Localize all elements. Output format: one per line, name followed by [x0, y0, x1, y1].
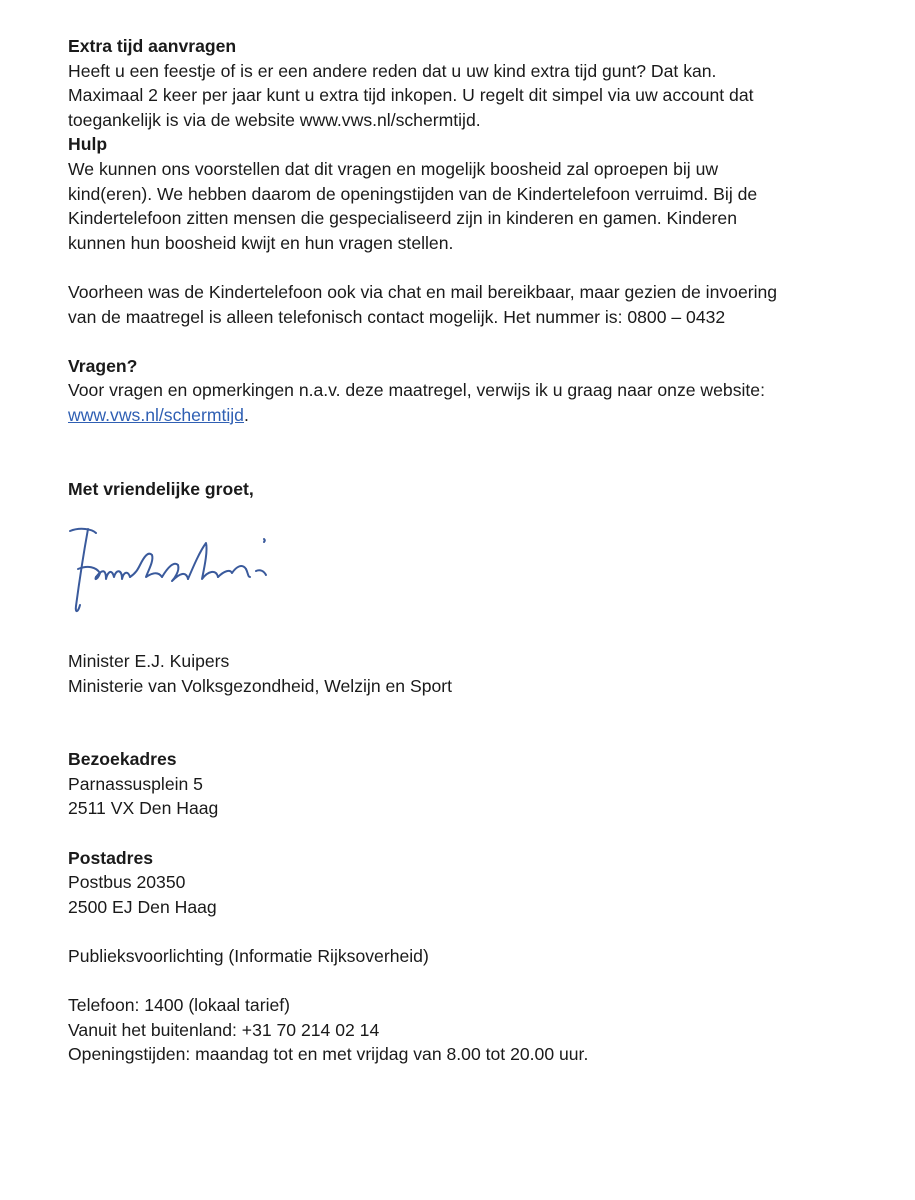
paragraph-line: kunnen hun boosheid kwijt en hun vragen stellen.	[68, 232, 454, 253]
signer-block	[68, 649, 868, 698]
link-suffix: .	[243, 404, 249, 425]
contact-buitenland: Vanuit het buitenland: +31 70 214 02 14	[68, 1019, 380, 1040]
section-extra-tijd	[68, 34, 868, 132]
paragraph-line: Voor vragen en opmerkingen n.a.v. deze maatregel, verwijs ik u graag naar onze website:	[68, 380, 765, 401]
address-visit	[68, 747, 868, 821]
signature	[68, 521, 868, 621]
section-heading-extra-tijd: Extra tijd aanvragen	[68, 36, 237, 56]
section-heading-vragen: Vragen?	[68, 355, 138, 376]
contact-telefoon: Telefoon: 1400 (lokaal tarief)	[68, 995, 291, 1016]
paragraph-line: Maximaal 2 keer per jaar kunt u extra tijd inkopen. U regelt dit simpel via uw account dat	[68, 85, 754, 106]
section-spacer	[68, 698, 868, 747]
address-heading-visit: Bezoekadres	[68, 749, 177, 770]
section-spacer	[68, 329, 868, 354]
letter-page	[68, 34, 868, 1067]
contact-block	[68, 993, 868, 1067]
paragraph-line: toegankelijk is via de website www.vws.nl/schermtijd.	[68, 109, 481, 130]
paragraph-line: Heeft u een feestje of is er een andere reden dat u uw kind extra tijd gunt? Dat kan.	[68, 60, 717, 81]
section-spacer	[68, 969, 868, 994]
section-spacer	[68, 919, 868, 944]
signer-ministry: Ministerie van Volksgezondheid, Welzijn en Sport	[68, 675, 453, 696]
address-city: 2500 EJ Den Haag	[68, 896, 217, 917]
section-vragen	[68, 354, 868, 428]
address-city: 2511 VX Den Haag	[68, 798, 219, 819]
paragraph-line: Kindertelefoon zitten mensen die gespecialiseerd zijn in kinderen en gamen. Kinderen	[68, 208, 737, 229]
section-heading-hulp: Hulp	[68, 134, 108, 155]
handwritten-signature-icon	[66, 521, 286, 621]
address-street: Postbus 20350	[68, 872, 186, 893]
publieksvoorlichting: Publieksvoorlichting (Informatie Rijksoverheid)	[68, 946, 429, 967]
website-link[interactable]: www.vws.nl/schermtijd	[68, 404, 244, 425]
paragraph-line: van de maatregel is alleen telefonisch contact mogelijk. Het nummer is: 0800 – 0432	[68, 306, 726, 327]
website-line	[68, 403, 868, 428]
address-street: Parnassusplein 5	[68, 773, 203, 794]
closing-greeting: Met vriendelijke groet,	[68, 478, 254, 499]
section-hulp	[68, 132, 868, 329]
section-spacer	[68, 428, 868, 477]
paragraph-line: We kunnen ons voorstellen dat dit vragen en mogelijk boosheid zal oproepen bij uw	[68, 158, 719, 179]
section-spacer	[68, 821, 868, 846]
address-heading-post: Postadres	[68, 847, 154, 868]
address-post	[68, 846, 868, 920]
signer-name: Minister E.J. Kuipers	[68, 651, 230, 672]
paragraph-line: kind(eren). We hebben daarom de openingstijden van de Kindertelefoon verruimd. Bij de	[68, 183, 758, 204]
contact-openingstijden: Openingstijden: maandag tot en met vrijdag van 8.00 tot 20.00 uur.	[68, 1044, 589, 1065]
paragraph-spacer	[68, 255, 868, 280]
paragraph-line: Voorheen was de Kindertelefoon ook via chat en mail bereikbaar, maar gezien de invoering	[68, 281, 778, 302]
